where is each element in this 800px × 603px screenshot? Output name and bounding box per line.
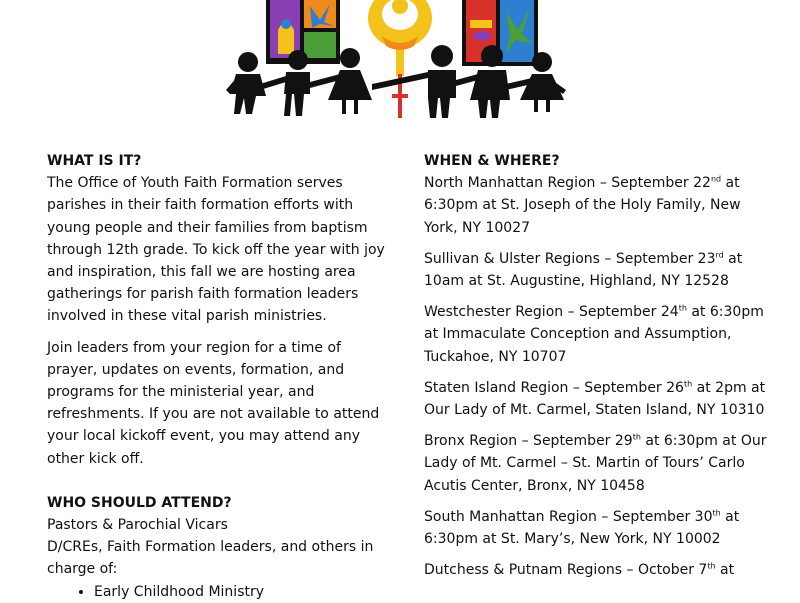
event-bronx: Bronx Region – September 29th at 6:30pm at Our Lady of Mt. Carmel – St. Martin of Tours’ Carlo Acutis Center, Bronx, NY 10458 bbox=[424, 432, 767, 494]
attendees-line-2: D/CREs, Faith Formation leaders, and others in charge of: bbox=[47, 539, 374, 578]
who-should-attend-heading: WHO SHOULD ATTEND? bbox=[47, 494, 232, 511]
hero-illustration bbox=[212, 0, 584, 130]
event-north-manhattan: North Manhattan Region – September 22nd at 6:30pm at St. Joseph of the Holy Family, New York, NY 10027 bbox=[424, 174, 741, 236]
left-column bbox=[47, 150, 387, 603]
event-dutchess-putnam: Dutchess & Putnam Regions – October 7th at bbox=[424, 561, 735, 579]
event-westchester: Westchester Region – September 24th at 6:30pm at Immaculate Conception and Assumption, Tuckahoe, NY 10707 bbox=[424, 303, 764, 365]
join-leaders-body: Join leaders from your region for a time of prayer, updates on events, formation, and programs for the ministerial year, and refreshments. If you are not available to attend your local kickoff event, you may attend any other kick off. bbox=[47, 339, 380, 467]
what-is-it-body: The Office of Youth Faith Formation serves parishes in their faith formation efforts with young people and their families from baptism through 12th grade. To kick off the year with joy and inspiration, this fall we are hosting area gatherings for parish faith formation leaders involved in these vital parish ministries. bbox=[47, 175, 385, 325]
right-column bbox=[424, 150, 769, 581]
list-item: • Early Childhood Ministry bbox=[94, 581, 387, 603]
when-where-heading: WHEN & WHERE? bbox=[424, 153, 560, 169]
chalice-icon bbox=[368, 0, 432, 118]
attendees-line-1: Pastors & Parochial Vicars bbox=[47, 517, 228, 534]
event-south-manhattan: South Manhattan Region – September 30th at 6:30pm at St. Mary’s, New York, NY 10002 bbox=[424, 508, 740, 548]
event-sullivan-ulster: Sullivan & Ulster Regions – September 23rd at 10am at St. Augustine, Highland, NY 12528 bbox=[424, 250, 743, 290]
what-is-it-heading: WHAT IS IT? bbox=[47, 153, 142, 169]
event-staten-island: Staten Island Region – September 26th at 2pm at Our Lady of Mt. Carmel, Staten Island, NY 10310 bbox=[424, 379, 766, 419]
